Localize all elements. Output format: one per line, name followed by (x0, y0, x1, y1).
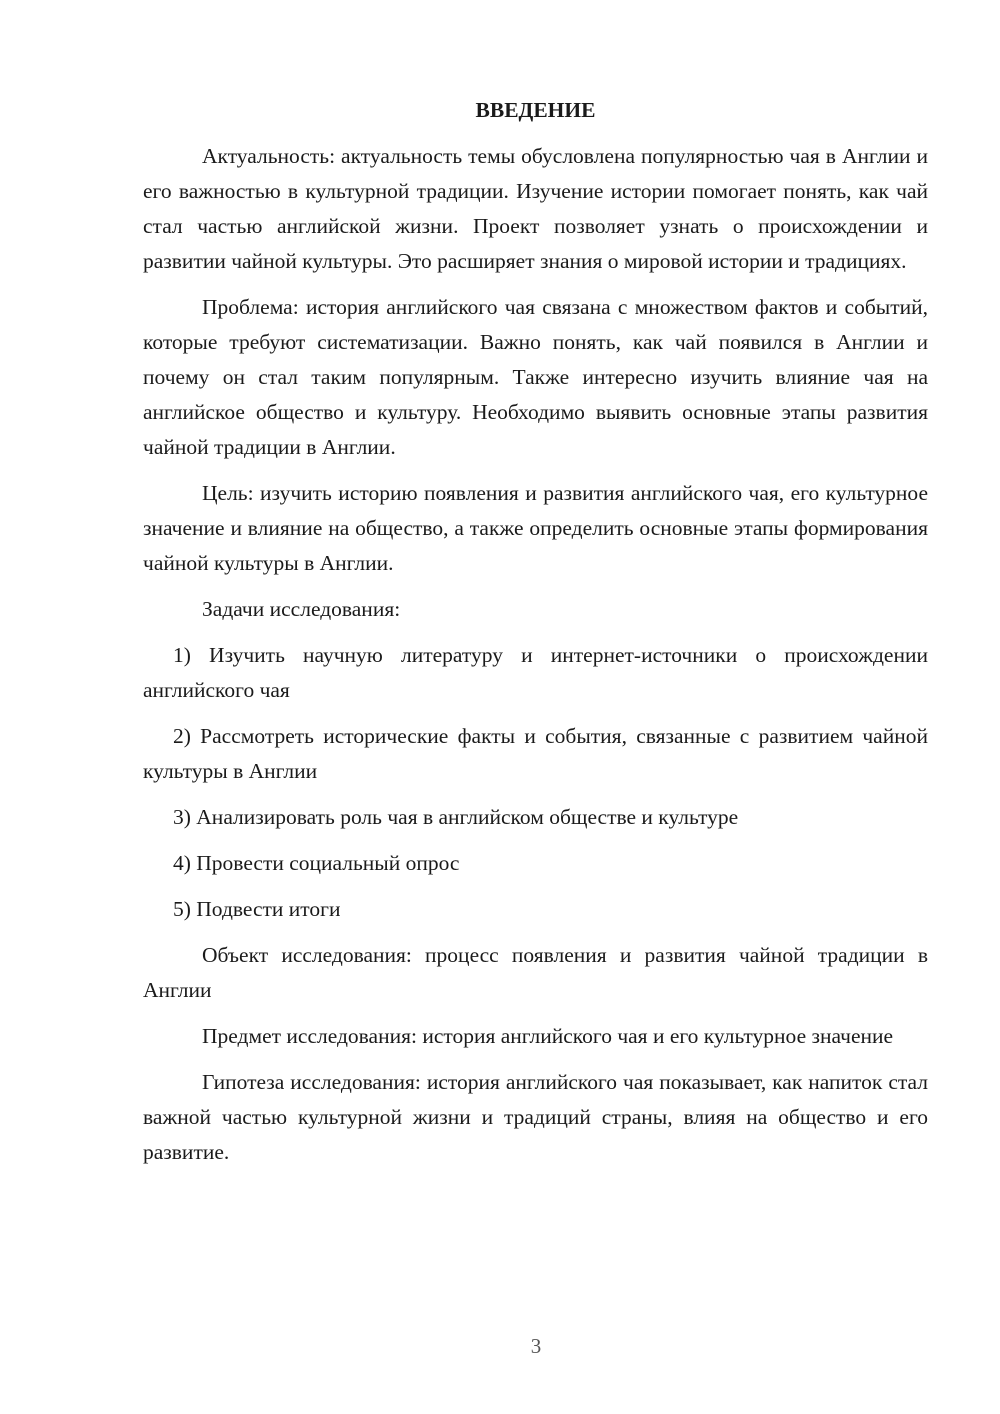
subject-paragraph: Предмет исследования: история английского чая и его культурное значение (202, 1024, 894, 1048)
task-item: 3) Анализировать роль чая в английском обществе и культуре (173, 805, 739, 829)
page-content (143, 93, 928, 1170)
task-item: 2) Рассмотреть исторические факты и события, связанные с развитием чайной культуры в Англии (143, 724, 928, 783)
page-title: ВВЕДЕНИЕ (475, 98, 596, 122)
object-paragraph: Объект исследования: процесс появления и развития чайной традиции в Англии (143, 943, 928, 1002)
tasks-heading: Задачи исследования: (202, 597, 401, 621)
task-item: 5) Подвести итоги (173, 897, 341, 921)
page-number: 3 (530, 1334, 542, 1358)
hypothesis-paragraph: Гипотеза исследования: история английского чая показывает, как напиток стал важной частью культурной жизни и традиций страны, влияя на общество и его развитие. (143, 1070, 928, 1164)
relevance-paragraph: Актуальность: актуальность темы обусловлена популярностью чая в Англии и его важностью в культурной традиции. Изучение истории помогает понять, как чай стал частью английской жизни. Проект позволяет узнать о происхождении и развитии чайной культуры. Это расширяет знания о мировой истории и традициях. (143, 144, 928, 273)
problem-paragraph: Проблема: история английского чая связана с множеством фактов и событий, которые требуют систематизации. Важно понять, как чай появился в Англии и почему он стал таким популярным. Также интересно изучить влияние чая на английское общество и культуру. Необходимо выявить основные этапы развития чайной традиции в Англии. (143, 295, 928, 459)
goal-paragraph: Цель: изучить историю появления и развития английского чая, его культурное значение и влияние на общество, а также определить основные этапы формирования чайной культуры в Англии. (143, 481, 928, 575)
task-item: 4) Провести социальный опрос (173, 851, 460, 875)
task-item: 1) Изучить научную литературу и интернет-источники о происхождении английского чая (143, 643, 928, 702)
